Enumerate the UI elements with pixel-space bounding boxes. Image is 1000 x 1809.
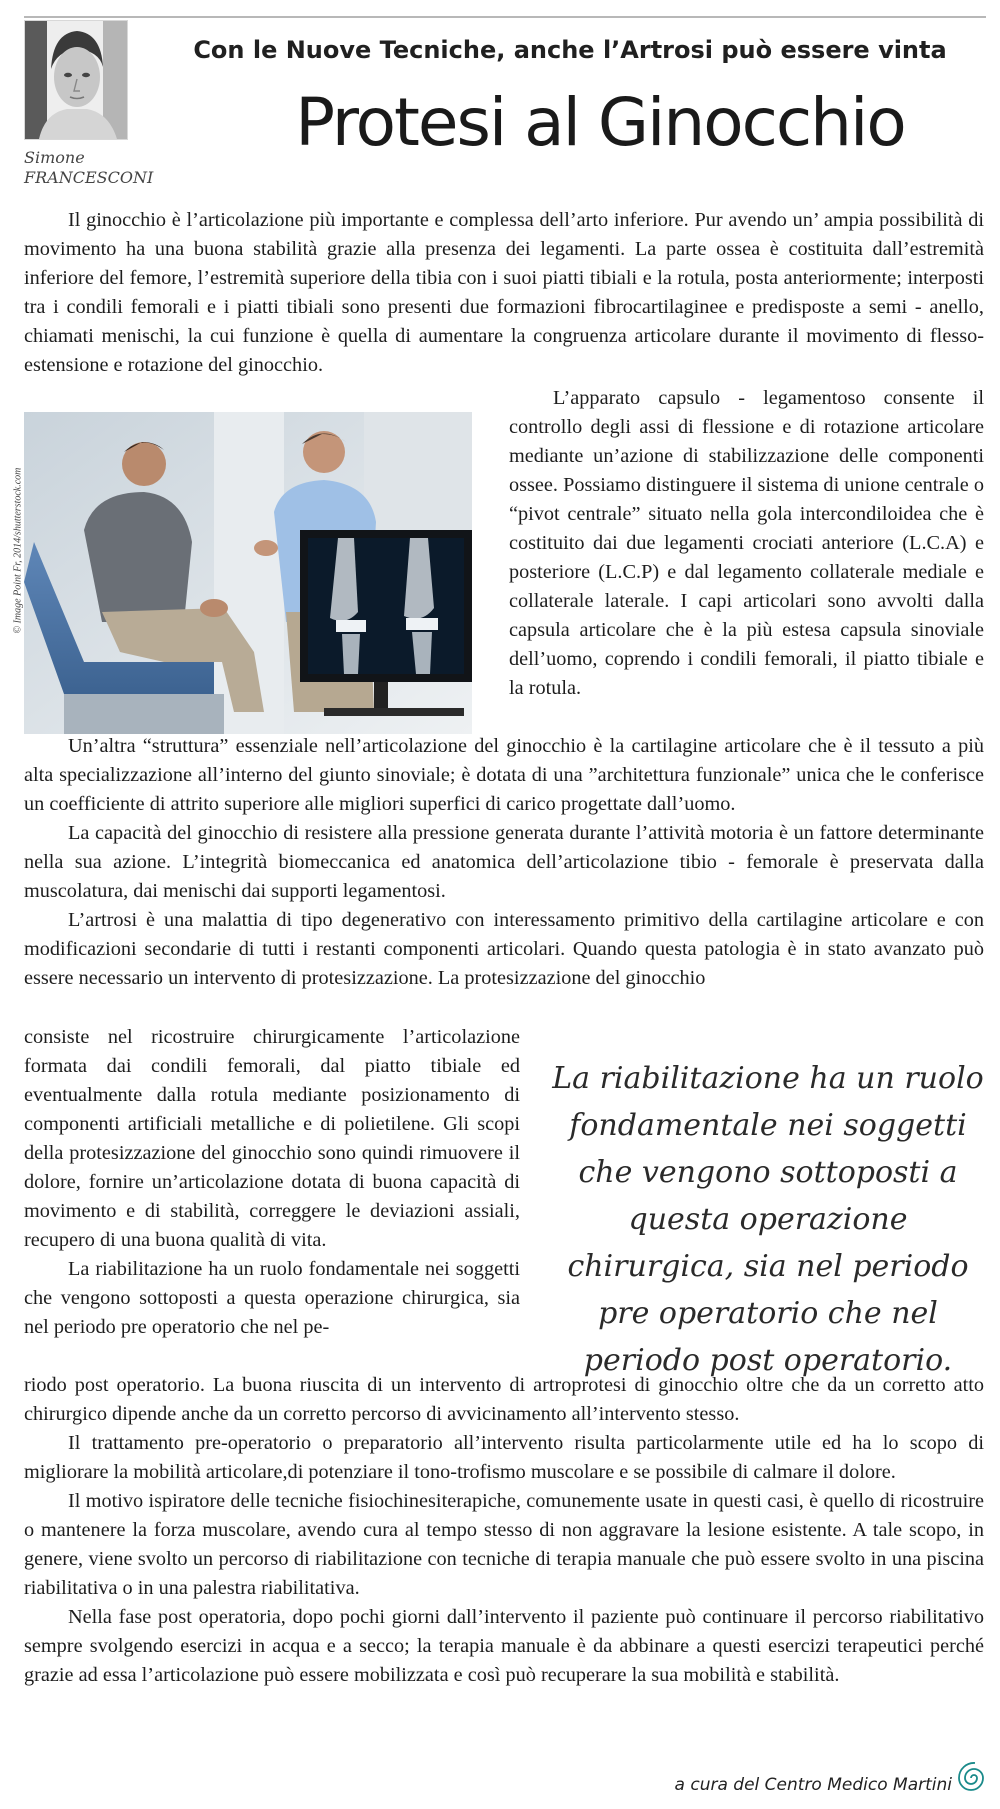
paragraph-rehab-end: riodo post operatorio. La buona riuscita di un intervento di artroprotesi di ginocchio oltre che da un corretto atto chirurgico dipende anche da un corretto percorso di avvicinamento all’intervento stesso. [24,1374,984,1425]
article-kicker: Con le Nuove Tecniche, anche l’Artrosi può essere vinta [193,36,947,64]
author-name [24,148,153,188]
article-title: Protesi al Ginocchio [295,84,905,161]
paragraph-arthrosis: L’artrosi è una malattia di tipo degenerativo con interessamento primitivo della cartilagine articolare e con modificazioni secondarie di tutti i restanti componenti articolari. Quando questa patologia è in stato avanzato può essere necessario un intervento di protesizzazione. La protesizzazione del ginocchio [24,909,984,989]
footer-credit: a cura del Centro Medico Martini [674,1775,952,1795]
author-first-name: Simone [24,148,85,167]
middle-block [24,732,984,993]
paragraph-prosthesis: consiste nel ricostruire chirurgicamente l’articolazione formata dai condili femorali, dal piatto tibiale ed eventualmente dalla rotula mediante posizionamento di componenti artificiali metalliche e di polietilene. Gli scopi della protesizzazione del ginocchio sono quindi rimuovere il dolore, fornire un’articolazione dotata di buona capacità di movimento e di stabilità, correggere le deviazioni assiali, recupero di una buona qualità di vita. [24,1026,520,1251]
paragraph-capacity: La capacità del ginocchio di resistere alla pressione generata durante l’attività motoria è un fattore determinante nella sua azione. L’integrità biomeccanica ed anatomica dell’articolazione tibio - femorale è preservata dalla muscolatura, dai menischi dai supporti legamentosi. [24,822,984,902]
lower-block [24,1371,984,1690]
author-last-name: FRANCESCONI [24,168,154,187]
paragraph-motive: Il motivo ispiratore delle tecniche fisiochinesiterapiche, comunemente usate in questi casi, è quello di ricostruire o mantenere la forza muscolare, avendo cura al tempo stesso di non aggravare la lesione esistente. A tale scopo, in genere, viene svolto un percorso di riabilitazione con tecniche di terapia manuale che può essere svolto in una piscina riabilitativa o in una palestra riabilitativa. [24,1490,984,1599]
left-column [24,1023,520,1342]
paragraph-capsule: L’apparato capsulo - legamentoso consente il controllo degli assi di flessione e di rotazione articolare mediante un’azione di stabilizzazione delle componenti ossee. Possiamo distinguere il sistema di unione centrale o “pivot centrale” situato nella gola intercondiloidea che è costituito dai due legamenti crociati anteriore (L.C.A) e posteriore (L.C.P) e dal legamento collaterale mediale e collaterale laterale. I capi articolari sono avvolti dalla capsula articolare che è la più estesa capsula sinoviale dell’uomo, coprendo i condili femorali, il piatto tibiale e la rotula. [509,387,984,699]
paragraph-rehab-start: La riabilitazione ha un ruolo fondamentale nei soggetti che vengono sottoposti a questa operazione chirurgica, sia nel periodo pre operatorio che nel pe- [24,1258,520,1338]
paragraph-preop: Il trattamento pre-operatorio o preparatorio all’intervento risulta particolarmente utile ed ha lo scopo di migliorare la mobilità articolare,di potenziare il tono-trofismo muscolare e se possibile di calmare il dolore. [24,1432,984,1483]
spiral-logo-icon [956,1760,992,1796]
paragraph-postop: Nella fase post operatoria, dopo pochi giorni dall’intervento il paziente può continuare il percorso riabilitativo sempre svolgendo esercizi in acqua e a secco; la terapia manuale è da abbinare a questi esercizi terapeutici perché grazie ad essa l’articolazione può essere mobilizzata e così può recuperare la sua mobilità e stabilità. [24,1606,984,1686]
author-photo [24,20,128,140]
doctor-patient-photo [24,412,472,734]
intro-block [24,206,984,380]
header-rule [24,16,986,18]
pull-quote: La riabilitazione ha un ruolo fondamentale nei soggetti che vengono sottoposti a questa operazione chirurgica, sia nel periodo pre operatorio che nel periodo post operatorio. [552,1061,984,1378]
right-column [509,384,984,703]
paragraph-intro: Il ginocchio è l’articolazione più importante e complessa dell’arto inferiore. Pur avendo un’ ampia possibilità di movimento ha una buona stabilità grazie alla presenza dei legamenti. La parte ossea è costituita dall’estremità inferiore del femore, l’estremità superiore della tibia con i suoi piatti tibiali e la rotula, posta anteriormente; interposti tra i condili femorali e i piatti tibiali sono presenti due formazioni fibrocartilaginee e predisposte a semi - anello, chiamati menischi, la cui funzione è quella di aumentare la congruenza articolare durante il movimento di flesso-estensione e rotazione del ginocchio. [24,209,984,376]
photo-credit: © Image Point Fr, 2014/shutterstock.com [12,467,24,634]
paragraph-cartilage: Un’altra “struttura” essenziale nell’articolazione del ginocchio è la cartilagine articolare che è il tessuto a più alta specializzazione all’interno del giunto sinoviale; è dotata di una ”architettura funzionale” unica che le conferisce un coefficiente di attrito superiore alle migliori superfici di carico progettate dall’uomo. [24,735,984,815]
